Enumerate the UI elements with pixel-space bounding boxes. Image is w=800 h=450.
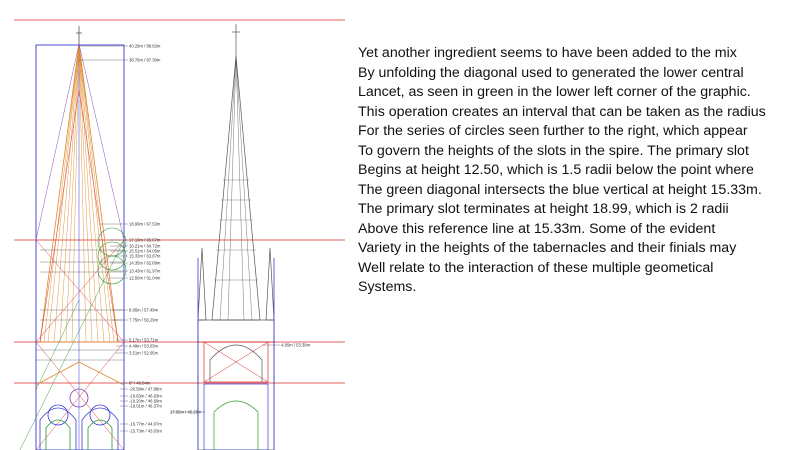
height-label: 12.50m / 61.04m bbox=[129, 275, 161, 281]
pinnacle-right bbox=[266, 248, 274, 320]
height-label: 0" / 48.84m bbox=[129, 380, 151, 386]
height-label: 4.49m / 53.03m bbox=[129, 343, 159, 349]
spire-outline-right bbox=[212, 56, 260, 320]
height-label: 16.21m / 64.72m bbox=[129, 243, 161, 249]
height-label: 4.85m / 53.39m bbox=[281, 342, 311, 348]
height-label: 8.95m / 57.49m bbox=[129, 307, 159, 313]
height-label: -16.77m / 44.07m bbox=[129, 421, 162, 427]
caption-line: To govern the heights of the slots in the spire. The primary slot bbox=[358, 142, 749, 159]
caption-text bbox=[358, 44, 788, 298]
height-label: 15.33m / 63.87m bbox=[129, 253, 161, 259]
height-label: -20.58m / 47.88m bbox=[129, 386, 162, 392]
caption-line: Lancet, as seen in green in the lower left corner of the graphic. bbox=[358, 84, 751, 100]
height-label: 38.76m / 87.30m bbox=[129, 57, 161, 63]
height-label: 3.51m / 52.05m bbox=[129, 350, 159, 356]
caption-line: Begins at height 12.50, which is 1.5 radii below the point where bbox=[358, 162, 754, 178]
caption-line: Above this reference line at 15.33m. Some of the evident bbox=[358, 220, 716, 237]
analytic-spire bbox=[20, 26, 126, 450]
height-label: 18.99m / 67.53m bbox=[129, 221, 161, 227]
caption-line: Systems. bbox=[358, 279, 417, 295]
caption-line: Well relate to the interaction of these multiple geometical bbox=[358, 259, 714, 276]
height-labels bbox=[129, 44, 311, 434]
height-label: 17.13m / 65.67m bbox=[129, 237, 161, 243]
elevation-spire bbox=[198, 24, 274, 450]
height-label: -15.73m / 43.03m bbox=[129, 428, 162, 434]
height-label: -19.63m / 46.93m bbox=[129, 393, 162, 399]
spire-elevation-drawing bbox=[0, 0, 345, 450]
height-label: 13.43m / 61.97m bbox=[129, 268, 161, 274]
base-tracery bbox=[36, 362, 124, 450]
caption-line: This operation creates an interval that can be taken as the radius bbox=[358, 103, 766, 120]
caption-line: Yet another ingredient seems to have been added to the mix bbox=[358, 45, 737, 61]
spire-bands bbox=[214, 180, 258, 280]
caption-line: The green diagonal intersects the blue vertical at height 15.33m. bbox=[358, 181, 762, 198]
pinnacle-left bbox=[198, 248, 206, 320]
height-label: -19.01m / 46.37m bbox=[129, 403, 162, 409]
caption-line: Variety in the heights of the tabernacles and their finials may bbox=[358, 240, 737, 256]
height-label: -19.20m / 46.69m bbox=[129, 398, 162, 404]
caption-line: By unfolding the diagonal used to generated the lower central bbox=[358, 64, 744, 81]
lower-block bbox=[204, 384, 268, 450]
caption-line: The primary slot terminates at height 18.99, which is 2 radii bbox=[358, 201, 729, 217]
height-label: 5.17m / 53.71m bbox=[129, 337, 159, 343]
height-label: 15.51m / 64.05m bbox=[129, 248, 161, 254]
height-label: 7.75m / 56.29m bbox=[129, 317, 159, 323]
tower-body bbox=[198, 320, 274, 450]
reference-lines bbox=[14, 20, 345, 383]
lower-arch bbox=[214, 401, 258, 450]
label-leaders bbox=[79, 43, 280, 431]
caption-line: For the series of circles seen further to the right, which appear bbox=[358, 123, 748, 139]
height-label: 14.35m / 62.89m bbox=[129, 260, 161, 266]
height-label: 17.95m / 45.29m bbox=[170, 409, 202, 415]
height-label: 40.29m / 88.82m bbox=[129, 43, 161, 49]
